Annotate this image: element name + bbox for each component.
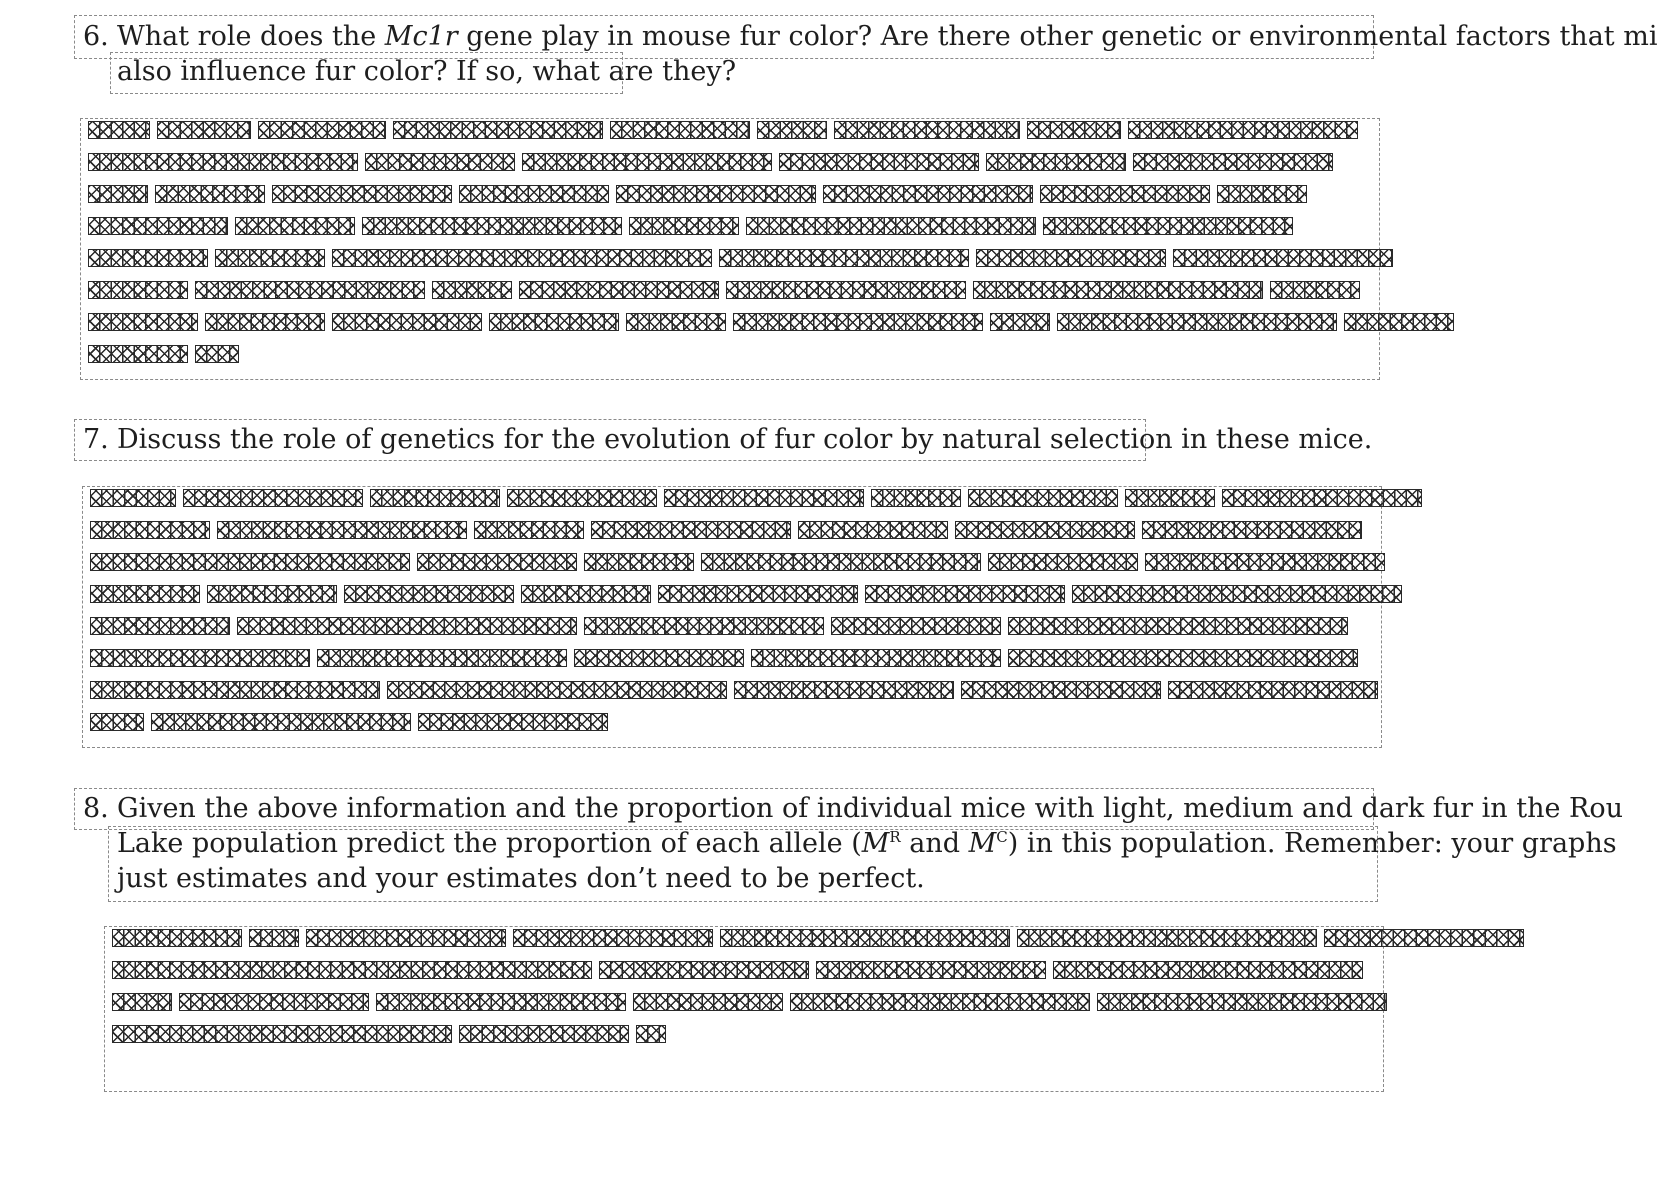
answer-7-redacted-text [90,489,1366,745]
question-8-line1: Given the above information and the proportion of individual mice with light, medium and dark fur in the Rou [117,793,1624,824]
question-6-line1: What role does the Mc1r gene play in mouse fur color? Are there other genetic or environmental factors that mi [117,21,1657,52]
question-8-line3: just estimates and your estimates don’t need to be perfect. [117,863,925,894]
question-number: 6. [83,21,109,52]
answer-8-redacted-text [112,929,1366,1057]
answer-6-redacted-text [88,121,1366,377]
question-number: 8. [83,793,109,824]
question-number: 7. [83,424,109,455]
question-6-line2: also influence fur color? If so, what are they? [117,56,737,87]
question-7-line1: Discuss the role of genetics for the evolution of fur color by natural selection in these mice. [117,424,1373,455]
question-8-line2: Lake population predict the proportion of each allele ($M^R$ and $M^C$) in this population. Remember: your graphs [117,828,1617,859]
